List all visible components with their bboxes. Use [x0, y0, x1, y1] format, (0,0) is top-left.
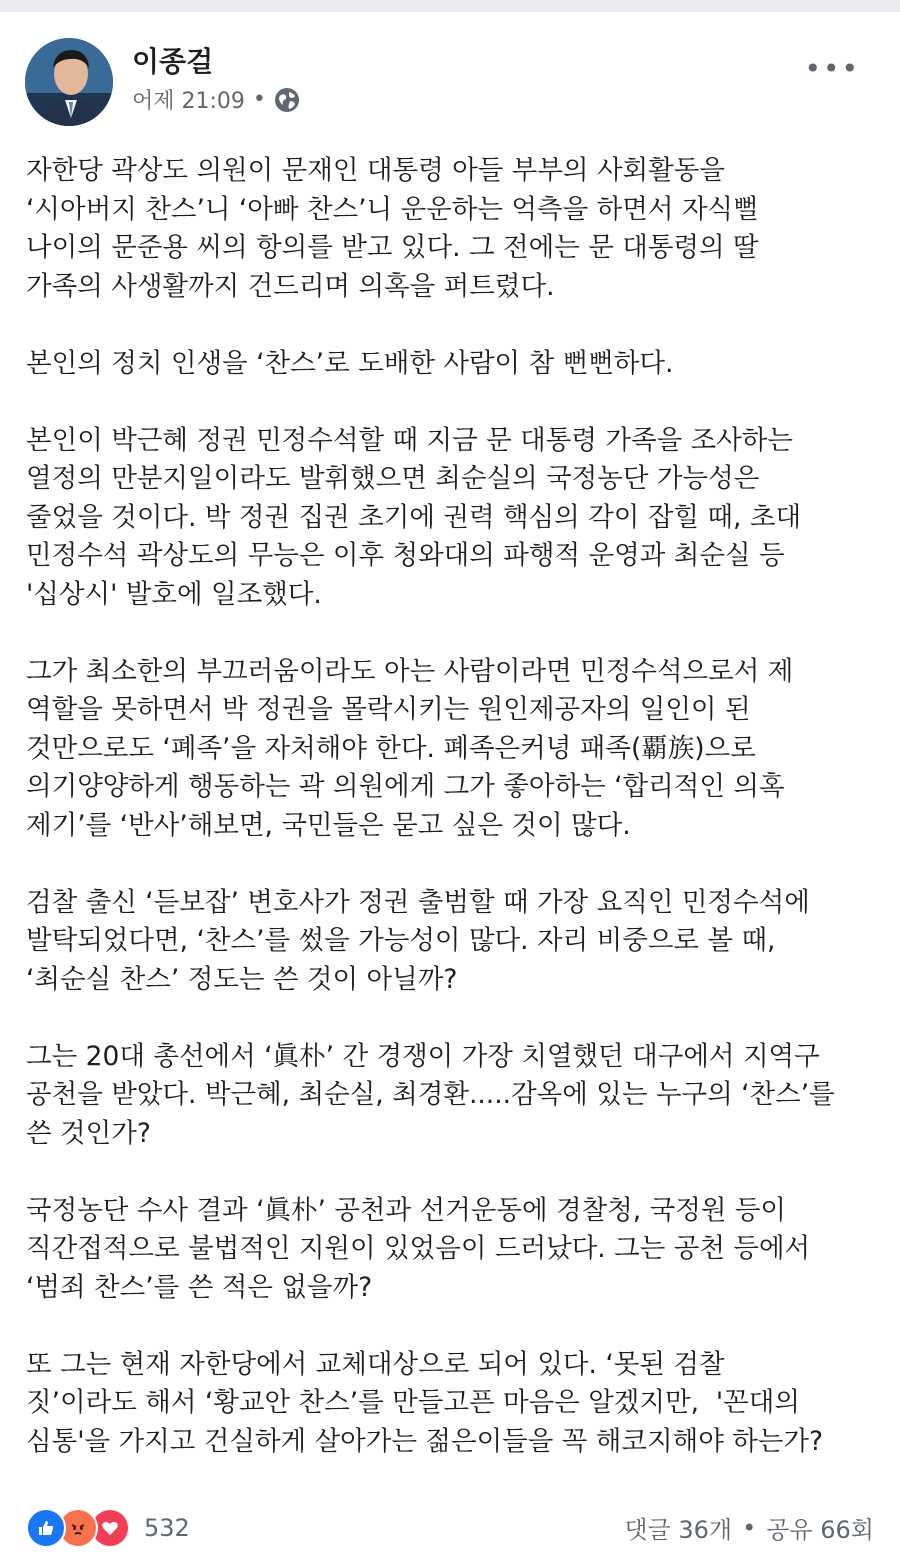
globe-icon: [274, 87, 300, 113]
avatar-image: [25, 38, 113, 126]
reactions-summary[interactable]: [26, 1508, 190, 1548]
post-header: [0, 30, 900, 130]
stats-separator: •: [742, 1513, 757, 1542]
author-name[interactable]: 이종걸: [132, 45, 214, 78]
post-body: 자한당 곽상도 의원이 문재인 대통령 아들 부부의 사회활동을 ‘시아버지 찬스’니 ‘아빠 찬스’니 운운하는 억측을 하면서 자식뻘 나이의 문준용 씨의 항의를 받고 있다. 그 전에는 문 대통령의 딸 가족의 사생활까지 건드리며 의혹을 퍼트렸다. 본인의 정치 인생을 ‘찬스’로 도배한 사람이 참 뻔뻔하다. 본인이 박근혜 정권 민정수석할 때 지금 문 대통령 가족을 조사하는 열정의 만분지일이라도 발휘했으면 최순실의 국정농단 가능성은 줄었을 것이다. 박 정권 집권 초기에 권력 핵심의 각이 잡힐 때, 초대 민정수석 곽상도의 무능은 이후 청와대의 파행적 운영과 최순실 등 '십상시' 발호에 일조했다. 그가 최소한의 부끄러움이라도 아는 사람이라면 민정수석으로서 제 역할을 못하면서 박 정권을 몰락시키는 원인제공자의 일인이 된 것만으로도 ‘폐족’을 자처해야 한다. 폐족은커녕 패족(覇族)으로 의기양양하게 행동하는 곽 의원에게 그가 좋아하는 ‘합리적인 의혹 제기’를 ‘반사’해보면, 국민들은 묻고 싶은 것이 많다. 검찰 출신 ‘듣보잡’ 변호사가 정권 출범할 때 가장 요직인 민정수석에 발탁되었다면, ‘찬스’를 썼을 가능성이 많다. 자리 비중으로 볼 때, ‘최순실 찬스’ 정도는 쓴 것이 아닐까? 그는 20대 총선에서 ‘眞朴’ 간 경쟁이 가장 치열했던 대구에서 지역구 공천을 받았다. 박근혜, 최순실, 최경환.....감옥에 있는 누구의 ‘찬스’를 쓴 것인가? 국정농단 수사 결과 ‘眞朴’ 공천과 선거운동에 경찰청, 국정원 등이 직간접적으로 불법적인 지원이 있었음이 드러났다. 그는 공천 등에서 ‘범죄 찬스’를 쓴 적은 없을까? 또 그는 현재 자한당에서 교체대상으로 되어 있다. ‘못된 검찰 짓’이라도 해서 ‘황교안 찬스’를 만들고픈 마음은 알겠지만, '꼰대의 심통'을 가지고 건실하게 살아가는 젊은이들을 꼭 해코지해야 하는가?: [26, 155, 835, 1457]
avatar[interactable]: [25, 38, 113, 126]
share-count[interactable]: 공유 66회: [766, 1516, 874, 1544]
post-footer: [0, 1500, 900, 1550]
post-time[interactable]: 어제 21:09: [132, 89, 245, 114]
like-reaction-icon: [26, 1508, 66, 1548]
meta-separator: •: [252, 87, 266, 112]
comment-count[interactable]: 댓글 36개: [624, 1516, 733, 1544]
more-options-icon[interactable]: •••: [804, 52, 860, 85]
top-divider: [0, 0, 900, 12]
reaction-count: 532: [144, 1514, 190, 1542]
post-stats: [624, 1510, 874, 1545]
post-meta: [132, 84, 300, 115]
